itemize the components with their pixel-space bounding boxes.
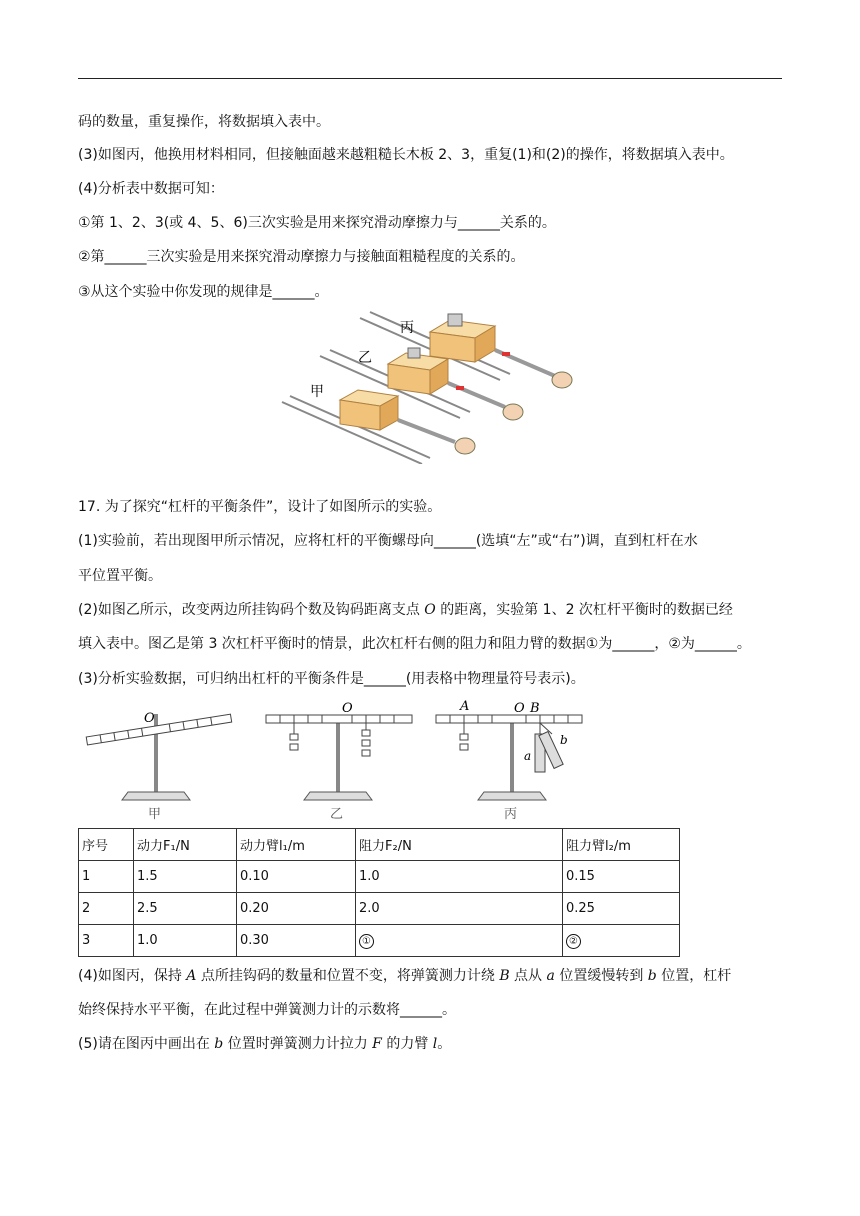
label-a-point: A — [460, 700, 470, 714]
table-cell: 0.15 — [563, 861, 680, 893]
table-header-row — [79, 829, 680, 861]
text-line: 平位置平衡。 — [78, 568, 162, 584]
table-header: 阻力F₂/N — [356, 829, 563, 861]
table-cell: 0.25 — [563, 893, 680, 925]
question-17-title: 17. 为了探究“杠杆的平衡条件”，设计了如图所示的实验。 — [78, 499, 442, 515]
text-line: (5)请在图丙中画出在 b 位置时弹簧测力计拉力 F 的力臂 l。 — [78, 1036, 452, 1052]
label-jia: 甲 — [310, 384, 324, 400]
table-header: 动力F₁/N — [134, 829, 237, 861]
table-cell: 1.0 — [134, 925, 237, 957]
lever-bing — [436, 700, 582, 822]
text-line: ①第 1、2、3(或 4、5、6)三次实验是用来探究滑动摩擦力与______关系的。 — [78, 215, 556, 231]
caption-jia: 甲 — [148, 807, 162, 822]
hand-icons — [455, 372, 572, 454]
blank-2-marker: ② — [566, 934, 581, 949]
text-line: 码的数量，重复操作，将数据填入表中。 — [78, 114, 330, 130]
table-cell: 2.5 — [134, 893, 237, 925]
table-cell: 1.0 — [356, 861, 563, 893]
label-bing: 丙 — [400, 320, 414, 336]
text-line: (2)如图乙所示，改变两边所挂钩码个数及钩码距离支点 O 的距离，实验第 1、2 次杠杆平衡时的数据已经 — [78, 602, 733, 618]
table-cell: 1 — [79, 861, 134, 893]
table-row — [79, 861, 680, 893]
table-header: 动力臂l₁/m — [237, 829, 356, 861]
label-o-bing: O — [514, 701, 525, 716]
table-header: 序号 — [79, 829, 134, 861]
block-bing — [430, 314, 495, 362]
table-cell: 0.20 — [237, 893, 356, 925]
friction-experiment-figure — [280, 304, 590, 464]
label-b-point: B — [530, 701, 540, 716]
table-cell: 0.10 — [237, 861, 356, 893]
header-rule — [78, 78, 782, 79]
lever-yi — [266, 701, 412, 822]
table-cell: 3 — [79, 925, 134, 957]
label-b-position: b — [560, 733, 568, 747]
table-row — [79, 893, 680, 925]
table-cell: 1.5 — [134, 861, 237, 893]
lever-jia — [86, 711, 231, 822]
text-line: 始终保持水平平衡，在此过程中弹簧测力计的示数将______。 — [78, 1002, 456, 1018]
table-cell: 0.30 — [237, 925, 356, 957]
blank-1-marker: ① — [359, 934, 374, 949]
text-line: (4)分析表中数据可知： — [78, 181, 224, 197]
table-cell: 2 — [79, 893, 134, 925]
table-cell: 2.0 — [356, 893, 563, 925]
label-o-jia: O — [144, 711, 155, 726]
table-cell — [563, 925, 680, 957]
block-jia — [340, 390, 398, 430]
label-a-position: a — [524, 749, 532, 763]
table-row — [79, 925, 680, 957]
lever-figures — [80, 700, 600, 824]
text-line: (4)如图丙，保持 A 点所挂钩码的数量和位置不变，将弹簧测力计绕 B 点从 a 位置缓慢转到 b 位置，杠杆 — [78, 968, 732, 984]
text-line: (3)如图丙，他换用材料相同，但接触面越来越粗糙长木板 2、3，重复(1)和(2)的操作，将数据填入表中。 — [78, 147, 734, 163]
data-table — [78, 828, 680, 957]
text-line: ②第______三次实验是用来探究滑动摩擦力与接触面粗糙程度的关系的。 — [78, 249, 525, 265]
caption-bing: 丙 — [504, 807, 518, 822]
text-line: (3)分析实验数据，可归纳出杠杆的平衡条件是______(用表格中物理量符号表示)。 — [78, 671, 585, 687]
caption-yi: 乙 — [330, 807, 344, 822]
text-line: 填入表中。图乙是第 3 次杠杆平衡时的情景，此次杠杆右侧的阻力和阻力臂的数据①为______，②为______。 — [78, 636, 751, 652]
table-header: 阻力臂l₂/m — [563, 829, 680, 861]
text-line: (1)实验前，若出现图甲所示情况，应将杠杆的平衡螺母向______(选填“左”或“右”)调，直到杠杆在水 — [78, 533, 698, 549]
text-line: ③从这个实验中你发现的规律是______。 — [78, 284, 329, 300]
label-yi: 乙 — [358, 350, 372, 366]
label-o-yi: O — [342, 701, 353, 716]
table-cell — [356, 925, 563, 957]
